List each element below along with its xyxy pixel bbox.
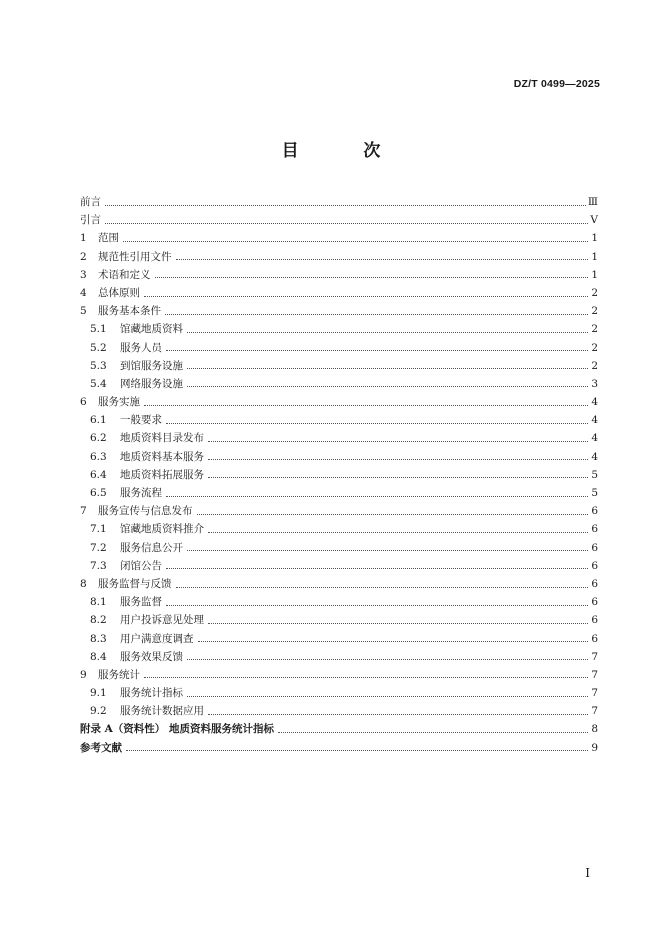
toc-entry-label: 术语和定义 (98, 268, 151, 281)
toc-entry-label: 前言 (80, 196, 101, 208)
toc-entry[interactable] (80, 429, 598, 447)
toc-dot-leader (144, 397, 588, 406)
toc-entry[interactable] (80, 557, 598, 575)
toc-entry-label: 服务监督 (120, 596, 162, 609)
toc-dot-leader (176, 579, 589, 588)
toc-entry[interactable] (80, 666, 598, 684)
toc-dot-leader (208, 615, 588, 624)
toc-dot-leader (155, 269, 589, 278)
toc-entry-page: 7 (591, 705, 598, 718)
toc-entry-page: Ⅴ (590, 214, 598, 227)
toc-entry-number: 8.1 (90, 596, 107, 609)
toc-entry-number: 7.3 (90, 559, 107, 572)
toc-dot-leader (105, 215, 588, 224)
toc-entry-number: 5.3 (90, 359, 107, 372)
toc-entry-page: 2 (591, 341, 598, 354)
toc-entry[interactable] (80, 520, 598, 538)
toc-entry-number: 3 (80, 268, 87, 281)
toc-entry[interactable] (80, 539, 598, 557)
toc-entry[interactable] (80, 193, 598, 211)
table-of-contents (80, 193, 598, 757)
toc-entry-label: 服务基本条件 (98, 305, 161, 318)
toc-entry[interactable] (80, 630, 598, 648)
toc-dot-leader (187, 542, 588, 551)
toc-entry[interactable] (80, 357, 598, 375)
toc-dot-leader (187, 360, 588, 369)
toc-entry-number: 6.5 (90, 487, 107, 499)
toc-entry-label: 规范性引用文件 (98, 250, 172, 263)
toc-entry-label: 服务监督与反馈 (98, 577, 172, 590)
toc-entry[interactable] (80, 375, 598, 393)
toc-entry-number: 6.2 (90, 432, 107, 445)
toc-entry-page: 6 (591, 505, 598, 518)
toc-entry-page: 2 (591, 359, 598, 372)
toc-entry-label: 地质资料基本服务 (120, 450, 204, 463)
toc-entry-label: 服务实施 (98, 396, 140, 409)
toc-dot-leader (165, 306, 588, 315)
toc-entry-number: 7.1 (90, 523, 107, 536)
toc-dot-leader (208, 524, 588, 533)
toc-entry-page: 2 (591, 286, 598, 299)
toc-dot-leader (197, 506, 589, 515)
toc-entry-page: 1 (591, 268, 598, 281)
toc-entry-number: 8.3 (90, 632, 107, 645)
toc-dot-leader (278, 724, 588, 733)
toc-entry-label: 服务流程 (120, 487, 162, 499)
toc-dot-leader (166, 342, 588, 351)
toc-dot-leader (187, 378, 588, 387)
toc-entry[interactable] (80, 575, 598, 593)
toc-dot-leader (208, 433, 588, 442)
toc-entry-label: 服务信息公开 (120, 541, 183, 554)
toc-entry-number: 7.2 (90, 541, 107, 554)
toc-entry-page: 2 (591, 323, 598, 336)
toc-entry-label: 参考文献 (80, 741, 122, 754)
toc-entry-number: 9.2 (90, 705, 107, 718)
toc-dot-leader (144, 669, 588, 678)
toc-entry-number: 9.1 (90, 687, 107, 700)
toc-entry-page: 4 (591, 396, 598, 409)
toc-entry-number: 6.4 (90, 468, 107, 481)
toc-entry[interactable] (80, 302, 598, 320)
toc-entry[interactable] (80, 484, 598, 502)
toc-entry-label: 到馆服务设施 (120, 359, 183, 372)
toc-entry-page: 4 (591, 450, 598, 463)
toc-entry-label: 范围 (98, 232, 119, 245)
toc-entry-label: 馆藏地质资料 (120, 323, 183, 336)
toc-entry-number: 5.4 (90, 377, 107, 390)
toc-entry-label: 服务统计数据应用 (120, 705, 204, 718)
toc-entry-label: 馆藏地质资料推介 (120, 523, 204, 536)
toc-entry-page: Ⅲ (587, 196, 598, 208)
toc-entry-page: 1 (591, 250, 598, 263)
toc-entry-number: 2 (80, 250, 87, 263)
toc-entry-label: 地质资料目录发布 (120, 432, 204, 445)
toc-entry[interactable] (80, 211, 598, 229)
toc-entry[interactable] (80, 702, 598, 720)
toc-dot-leader (123, 233, 588, 242)
toc-title: 目 次 (281, 141, 411, 160)
toc-entry-label: 服务统计 (98, 668, 140, 681)
toc-dot-leader (176, 251, 589, 260)
toc-entry-number: 6.3 (90, 450, 107, 463)
toc-entry[interactable] (80, 266, 598, 284)
toc-dot-leader (187, 324, 588, 333)
standard-code: DZ/T 0499—2025 (513, 78, 600, 90)
toc-entry-page: 6 (591, 614, 598, 627)
toc-entry-number: 6 (80, 396, 87, 409)
toc-entry[interactable] (80, 593, 598, 611)
toc-entry[interactable] (80, 684, 598, 702)
toc-entry-label: 附录 A（资料性） 地质资料服务统计指标 (80, 723, 274, 736)
toc-entry-page: 4 (591, 432, 598, 445)
toc-entry-label: 闭馆公告 (120, 559, 162, 572)
toc-dot-leader (198, 633, 589, 642)
toc-entry-page: 6 (591, 559, 598, 572)
toc-entry-label: 服务统计指标 (120, 687, 183, 700)
toc-entry-number: 4 (80, 286, 87, 299)
toc-entry-label: 用户投诉意见处理 (120, 614, 204, 627)
toc-entry-page: 1 (591, 232, 598, 245)
toc-entry[interactable] (80, 502, 598, 520)
toc-entry-number: 5.1 (90, 323, 107, 336)
toc-entry[interactable] (80, 739, 598, 757)
toc-entry-number: 1 (80, 232, 87, 245)
toc-entry[interactable] (80, 611, 598, 629)
toc-entry-label: 服务宣传与信息发布 (98, 505, 193, 518)
toc-entry-label: 用户满意度调查 (120, 632, 194, 645)
toc-dot-leader (144, 288, 588, 297)
toc-dot-leader (166, 488, 588, 497)
toc-entry-number: 9 (80, 668, 87, 681)
toc-entry-page: 8 (591, 723, 598, 736)
toc-dot-leader (126, 742, 588, 751)
toc-entry-number: 6.1 (90, 414, 107, 427)
toc-entry[interactable] (80, 466, 598, 484)
toc-entry[interactable] (80, 339, 598, 357)
toc-entry[interactable] (80, 284, 598, 302)
toc-entry-number: 8.2 (90, 614, 107, 627)
toc-entry-page: 5 (591, 487, 598, 499)
toc-dot-leader (187, 688, 588, 697)
toc-entry-label: 网络服务设施 (120, 377, 183, 390)
toc-entry-page: 7 (591, 668, 598, 681)
toc-entry-number: 5.2 (90, 341, 107, 354)
toc-entry[interactable] (80, 248, 598, 266)
toc-entry[interactable] (80, 411, 598, 429)
toc-entry-label: 地质资料拓展服务 (120, 468, 204, 481)
toc-dot-leader (208, 706, 588, 715)
toc-entry-number: 8 (80, 577, 87, 590)
toc-entry-page: 7 (591, 687, 598, 700)
toc-entry-page: 6 (591, 596, 598, 609)
toc-entry-page: 9 (591, 741, 598, 754)
toc-dot-leader (187, 651, 588, 660)
toc-entry[interactable] (80, 229, 598, 247)
toc-dot-leader (166, 597, 588, 606)
toc-entry-label: 一般要求 (120, 414, 162, 427)
toc-dot-leader (208, 469, 588, 478)
toc-entry-page: 5 (591, 468, 598, 481)
toc-entry-page: 7 (591, 650, 598, 663)
toc-dot-leader (208, 451, 588, 460)
toc-entry[interactable] (80, 448, 598, 466)
toc-dot-leader (105, 197, 586, 206)
toc-entry-page: 6 (591, 541, 598, 554)
toc-entry[interactable] (80, 320, 598, 338)
toc-entry-number: 7 (80, 505, 87, 518)
toc-entry[interactable] (80, 393, 598, 411)
toc-entry-page: 2 (591, 305, 598, 318)
toc-entry-label: 引言 (80, 214, 101, 227)
toc-dot-leader (166, 560, 588, 569)
toc-dot-leader (166, 415, 588, 424)
toc-entry-page: 4 (591, 414, 598, 427)
page-number: Ⅰ (585, 866, 590, 880)
toc-entry-number: 8.4 (90, 650, 107, 663)
toc-entry-page: 6 (591, 577, 598, 590)
toc-entry-label: 服务效果反馈 (120, 650, 183, 663)
toc-entry-label: 服务人员 (120, 341, 162, 354)
toc-entry-label: 总体原则 (98, 286, 140, 299)
toc-entry[interactable] (80, 648, 598, 666)
toc-entry-page: 6 (591, 523, 598, 536)
toc-entry-page: 6 (591, 632, 598, 645)
toc-entry-page: 3 (591, 377, 598, 390)
toc-entry-number: 5 (80, 305, 87, 318)
toc-entry[interactable] (80, 720, 598, 738)
